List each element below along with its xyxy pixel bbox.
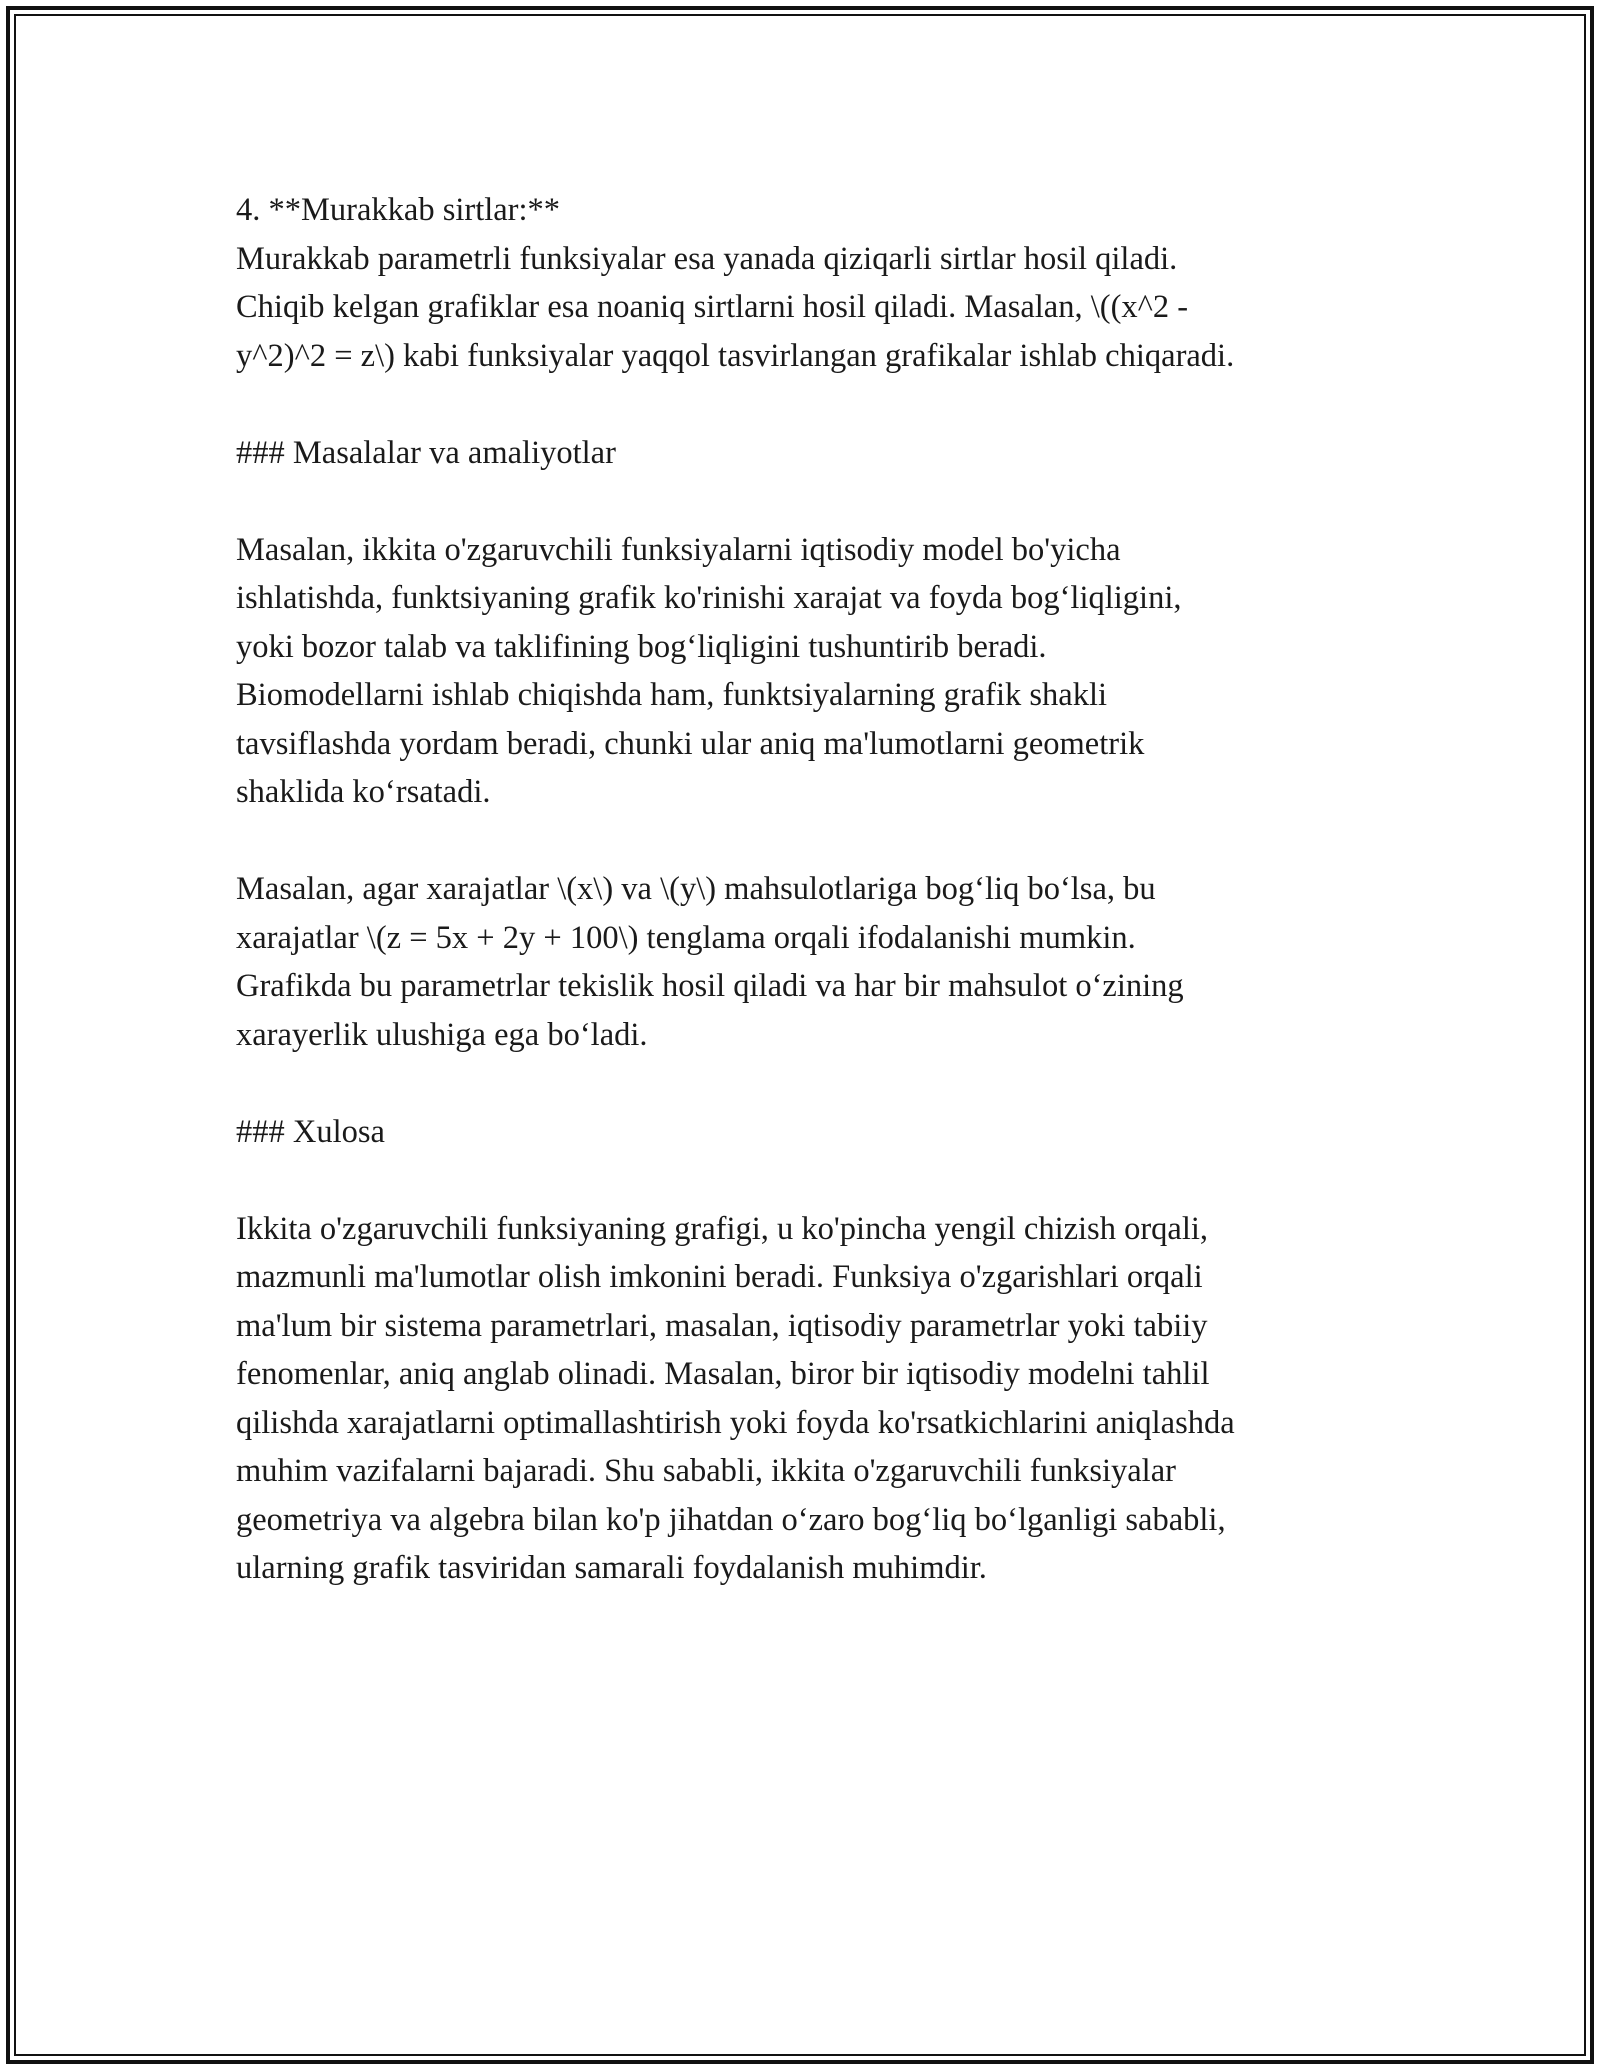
paragraph-economic-model: Masalan, ikkita o'zgaruvchili funksiyalarni iqtisodiy model bo'yicha ishlatishda, funktsiyaning grafik ko'rinishi xarajat va foyda bog‘liqligini, yoki bozor talab va taklifining bog‘liqligini tushuntirib beradi. Biomodellarni ishlab chiqishda ham, funktsiyalarning grafik shakli tavsiflashda yordam beradi, chunki ular aniq ma'lumotlarni geometrik shaklida ko‘rsatadi. bbox=[236, 531, 1182, 810]
paragraph-cost-example: Masalan, agar xarajatlar \(x\) va \(y\) mahsulotlariga bog‘liq bo‘lsa, bu xarajatlar \(z = 5x + 2y + 100\) tenglama orqali ifodalanishi mumkin. Grafikda bu parametrlar tekislik hosil qiladi va har bir mahsulot o‘zining xarayerlik ulushiga ega bo‘ladi. bbox=[236, 871, 1184, 1053]
section-heading-masalalar: ### Masalalar va amaliyotlar bbox=[236, 434, 616, 471]
section-heading-xulosa: ### Xulosa bbox=[236, 1113, 385, 1150]
list-item-heading: 4. **Murakkab sirtlar:** bbox=[236, 192, 561, 228]
document-page bbox=[236, 186, 1386, 1641]
paragraph-conclusion: Ikkita o'zgaruvchili funksiyaning grafigi, u ko'pincha yengil chizish orqali, mazmunli ma'lumotlar olish imkonini beradi. Funksiya o'zgarishlari orqali ma'lum bir sistema parametrlari, masalan, iqtisodiy parametrlar yoki tabiiy fenomenlar, aniq anglab olinadi. Masalan, biror bir iqtisodiy modelni tahlil qilishda xarajatlarni optimallashtirish yoki foyda ko'rsatkichlarini aniqlashda muhim vazifalarni bajaradi. Shu sababli, ikkita o'zgaruvchili funksiyalar geometriya va algebra bilan ko'p jihatdan o‘zaro bog‘liq bo‘lganligi sababli, ularning grafik tasviridan samarali foydalanish muhimdir. bbox=[236, 1210, 1235, 1586]
list-item-body: Murakkab parametrli funksiyalar esa yanada qiziqarli sirtlar hosil qiladi. Chiqib kelgan grafiklar esa noaniq sirtlarni hosil qiladi. Masalan, \((x^2 - y^2)^2 = z\) kabi funksiyalar yaqqol tasvirlangan grafikalar ishlab chiqaradi. bbox=[236, 240, 1235, 374]
